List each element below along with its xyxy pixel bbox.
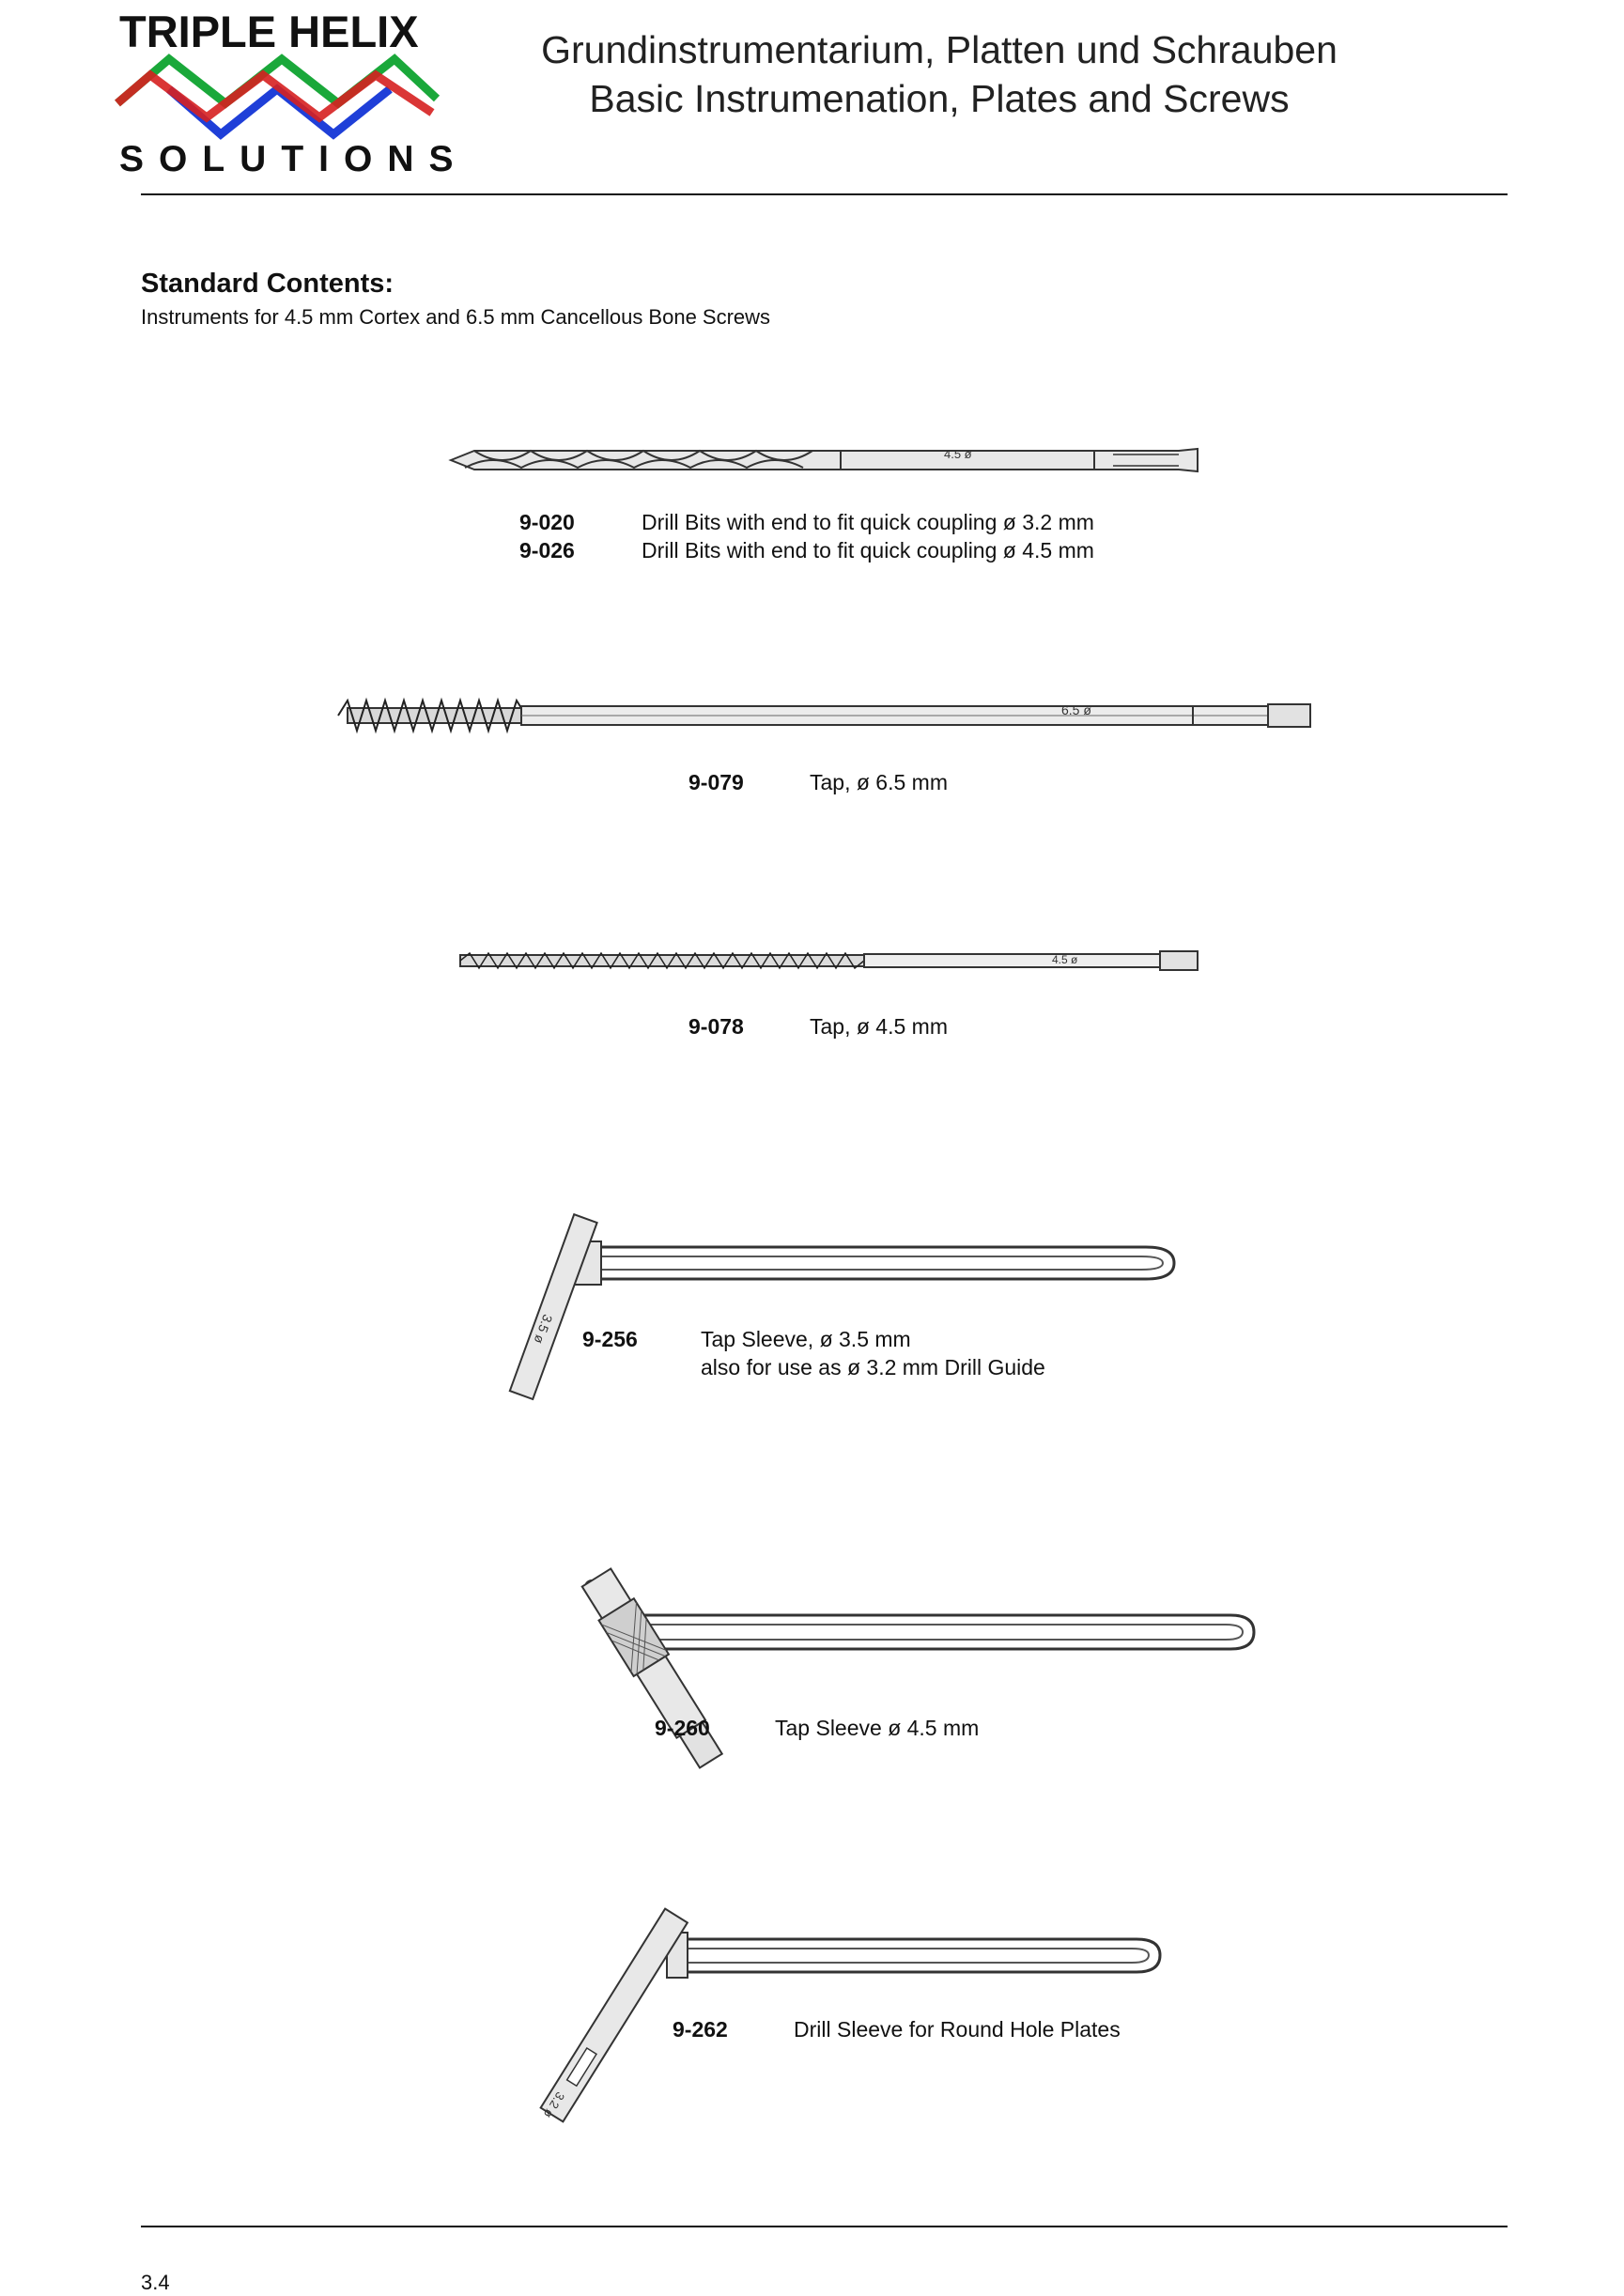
header-divider <box>141 193 1508 195</box>
item-code-9-020: 9-020 <box>519 510 575 534</box>
tap-4-5-engraving: 4.5 ø <box>1052 953 1078 966</box>
page-number: 3.4 <box>141 2271 170 2294</box>
helix-logo-icon <box>113 52 437 146</box>
item-desc-9-079: Tap, ø 6.5 mm <box>810 770 948 794</box>
drill-engraving: 4.5 ø <box>944 447 972 461</box>
tap-sleeve-4-5-illustration <box>404 1549 1259 1784</box>
brand-name-top: TRIPLE HELIX <box>119 7 419 56</box>
section-title: Standard Contents: <box>141 269 394 299</box>
section-subtitle: Instruments for 4.5 mm Cortex and 6.5 mm Cancellous Bone Screws <box>141 305 771 329</box>
item-code-9-260: 9-260 <box>655 1716 710 1740</box>
item-code-9-262: 9-262 <box>673 2017 728 2042</box>
sleeve-3-5-engraving: 3.5 ø <box>531 1312 556 1347</box>
item-desc-9-026: Drill Bits with end to fit quick coupling ø 4.5 mm <box>642 538 1094 562</box>
header-title-en: Basic Instrumenation, Plates and Screws <box>589 77 1290 120</box>
tap-6-5-illustration <box>329 695 1315 742</box>
item-desc2-9-256: also for use as ø 3.2 mm Drill Guide <box>701 1355 1045 1379</box>
footer-divider <box>141 2226 1508 2227</box>
item-code-9-079: 9-079 <box>688 770 744 794</box>
item-code-9-256: 9-256 <box>582 1327 638 1351</box>
tap-4-5-illustration <box>451 944 1202 978</box>
item-code-9-026: 9-026 <box>519 538 575 562</box>
item-code-9-078: 9-078 <box>688 1014 744 1039</box>
item-desc-9-256: Tap Sleeve, ø 3.5 mm <box>701 1327 911 1351</box>
item-desc-9-078: Tap, ø 4.5 mm <box>810 1014 948 1039</box>
drill-bit-illustration <box>446 441 1198 479</box>
tap-6-5-engraving: 6.5 ø <box>1061 702 1091 717</box>
item-desc-9-020: Drill Bits with end to fit quick coupling ø 3.2 mm <box>642 510 1094 534</box>
item-desc-9-262: Drill Sleeve for Round Hole Plates <box>794 2017 1121 2042</box>
item-desc-9-260: Tap Sleeve ø 4.5 mm <box>775 1716 980 1740</box>
sleeve-3-2-engraving: 3.2 ø <box>540 2088 568 2121</box>
brand-name-bottom: SOLUTIONS <box>119 139 469 179</box>
header-title-de: Grundinstrumentarium, Platten und Schrauben <box>541 28 1338 71</box>
